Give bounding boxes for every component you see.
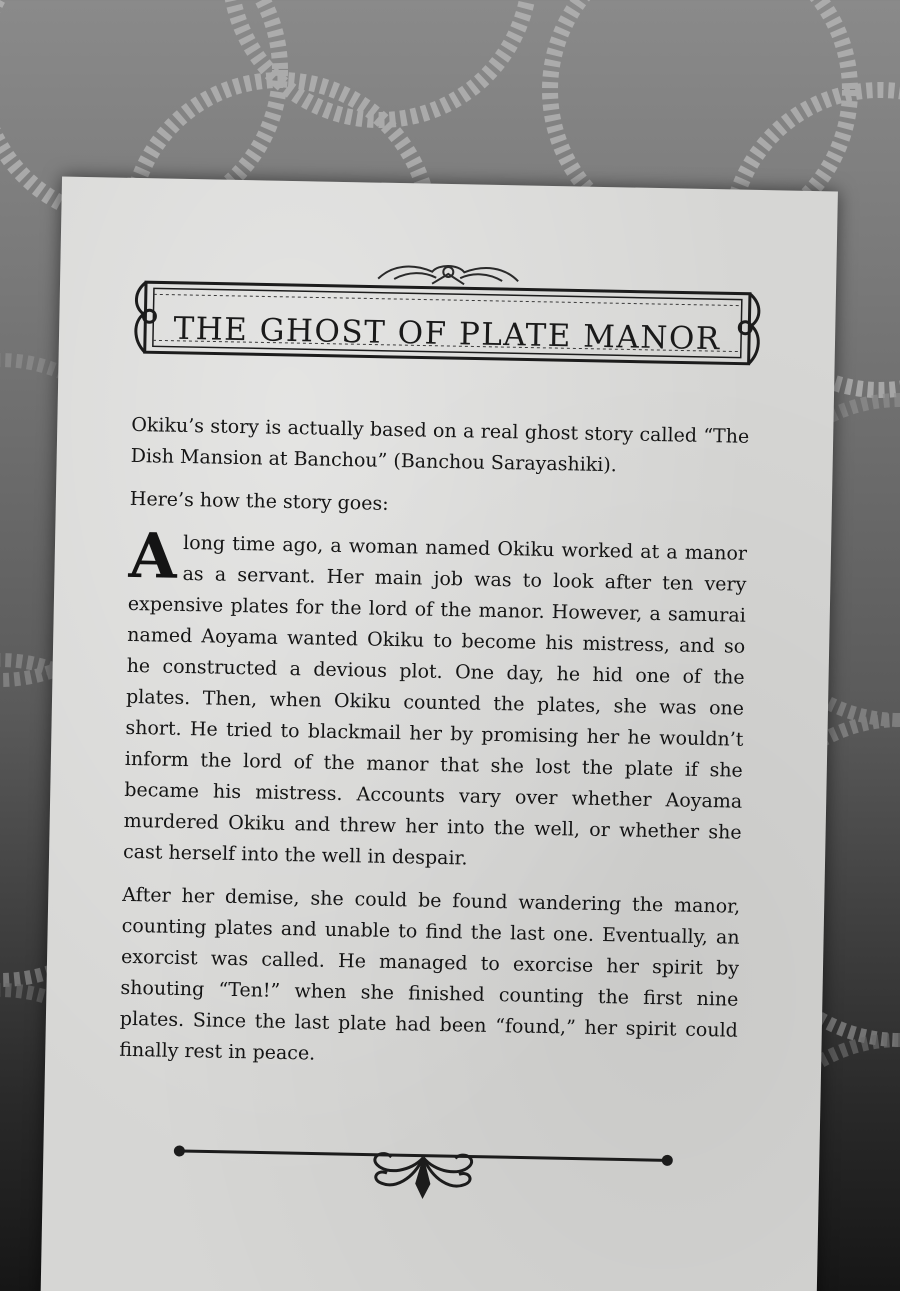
story-text: long time ago, a woman named Okiku worked at a manor as a servant. Her main job was to look after ten very expensive plates for the lord of the manor. However, a samurai named Aoyama wanted Okiku to become his mistress, and so he constructed a devious plot. One day, he hid one of the plates. Then, when Okiku counted the plates, she was one short. He tried to blackmail her by promising her he wouldn’t inform the lord of the manor that she lost the plate if she became his mistress. Accounts vary over whether Aoyama murdered Okiku and threw her into the well, or whether she cast herself into the well in despair. [122, 531, 748, 870]
drop-cap: A [128, 518, 178, 593]
story-body [119, 410, 750, 1090]
page-title: THE GHOST OF PLATE MANOR [173, 310, 722, 358]
lead-in-paragraph: Here’s how the story goes: [129, 487, 389, 515]
intro-paragraph: Okiku’s story is actually based on a real ghost story called “The Dish Mansion at Banchou” (Banchou Sarayashiki). [130, 413, 750, 477]
aftermath-paragraph: After her demise, she could be found wandering the manor, counting plates and unable to find the last one. Eventually, an exorcist was called. He managed to exorcise her spirit by shouting “Ten!” when she finished counting the first nine plates. Since the last plate had been “found,” her spirit could finally rest in peace. [119, 883, 741, 1065]
title-banner [130, 256, 764, 378]
story-paragraph [122, 518, 748, 880]
flourish-divider-ornament [172, 1139, 673, 1209]
story-page [40, 177, 838, 1291]
